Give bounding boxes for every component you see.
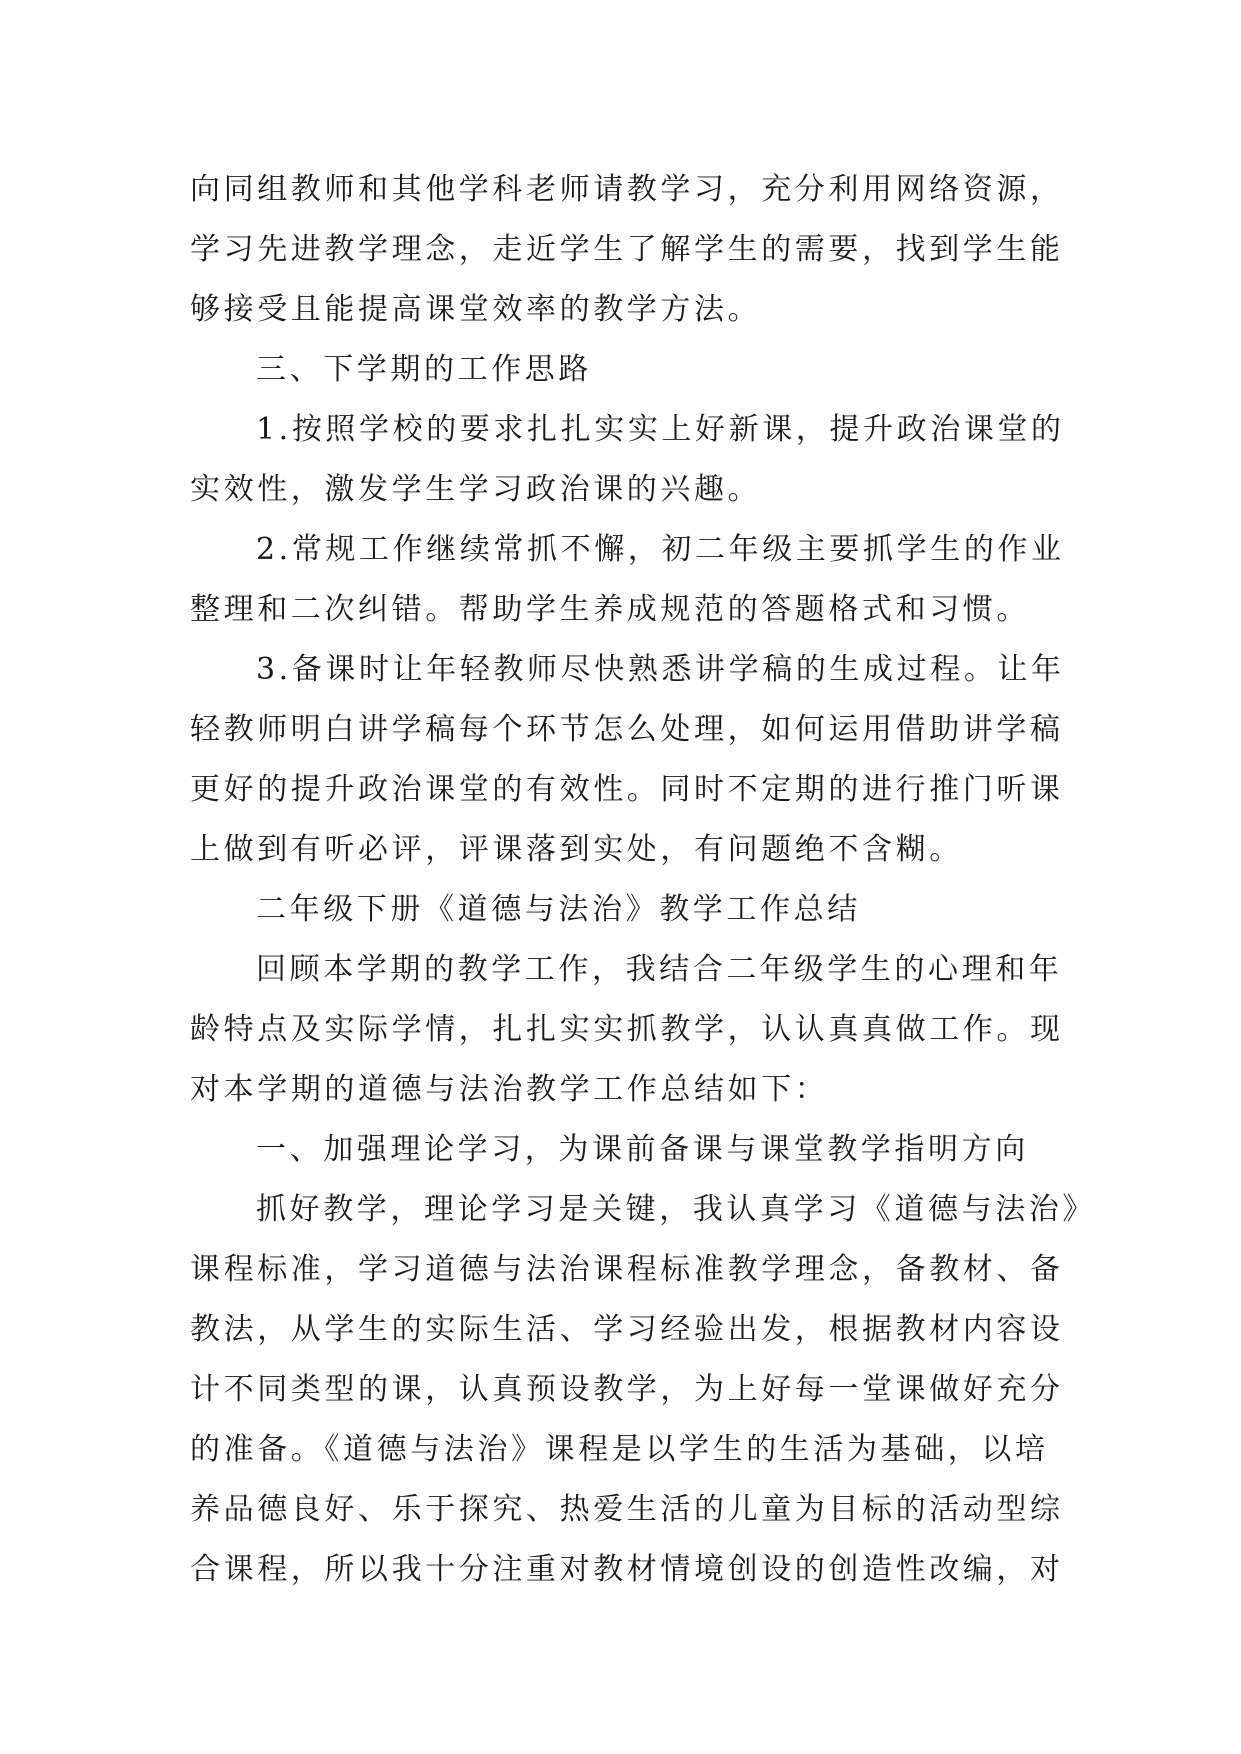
text-line: 回顾本学期的教学工作，我结合二年级学生的心理和年 (256, 952, 1063, 987)
text-line: 学习先进教学理念，走近学生了解学生的需要，找到学生能 (190, 232, 1064, 267)
text-line: 实效性，激发学生学习政治课的兴趣。 (190, 472, 762, 507)
text-line: 2.常规工作继续常抓不懈，初二年级主要抓学生的作业 (256, 532, 1065, 567)
document-body (190, 160, 1096, 1600)
text-line: 3.备课时让年轻教师尽快熟悉讲学稿的生成过程。让年 (256, 652, 1065, 687)
text-line: 上做到有听必评，评课落到实处，有问题绝不含糊。 (190, 832, 963, 867)
text-line: 龄特点及实际学情，扎扎实实抓教学，认认真真做工作。现 (190, 1012, 1064, 1047)
text-line: 的准备。《道德与法治》课程是以学生的生活为基础，以培 (190, 1432, 1049, 1467)
text-line: 抓好教学，理论学习是关键，我认真学习《道德与法治》 (256, 1192, 1096, 1227)
text-line: 计不同类型的课，认真预设教学，为上好每一堂课做好充分 (190, 1372, 1064, 1407)
text-line: 够接受且能提高课堂效率的教学方法。 (190, 292, 762, 327)
text-line: 轻教师明白讲学稿每个环节怎么处理，如何运用借助讲学稿 (190, 712, 1064, 747)
section-heading: 一、加强理论学习，为课前备课与课堂教学指明方向 (256, 1132, 1029, 1167)
section-heading: 三、下学期的工作思路 (256, 352, 592, 387)
text-line: 向同组教师和其他学科老师请教学习，充分利用网络资源， (190, 172, 1064, 207)
text-line: 课程标准，学习道德与法治课程标准教学理念，备教材、备 (190, 1252, 1064, 1287)
text-line: 养品德良好、乐于探究、热爱生活的儿童为目标的活动型综 (190, 1492, 1064, 1527)
text-line: 1.按照学校的要求扎扎实实上好新课，提升政治课堂的 (256, 412, 1065, 447)
text-line: 合课程，所以我十分注重对教材情境创设的创造性改编，对 (190, 1552, 1064, 1587)
text-line: 教法，从学生的实际生活、学习经验出发，根据教材内容设 (190, 1312, 1064, 1347)
document-title: 二年级下册《道德与法治》教学工作总结 (256, 892, 861, 927)
text-line: 整理和二次纠错。帮助学生养成规范的答题格式和习惯。 (190, 592, 1030, 627)
text-line: 更好的提升政治课堂的有效性。同时不定期的进行推门听课 (190, 772, 1064, 807)
text-line: 对本学期的道德与法治教学工作总结如下： (190, 1072, 829, 1107)
